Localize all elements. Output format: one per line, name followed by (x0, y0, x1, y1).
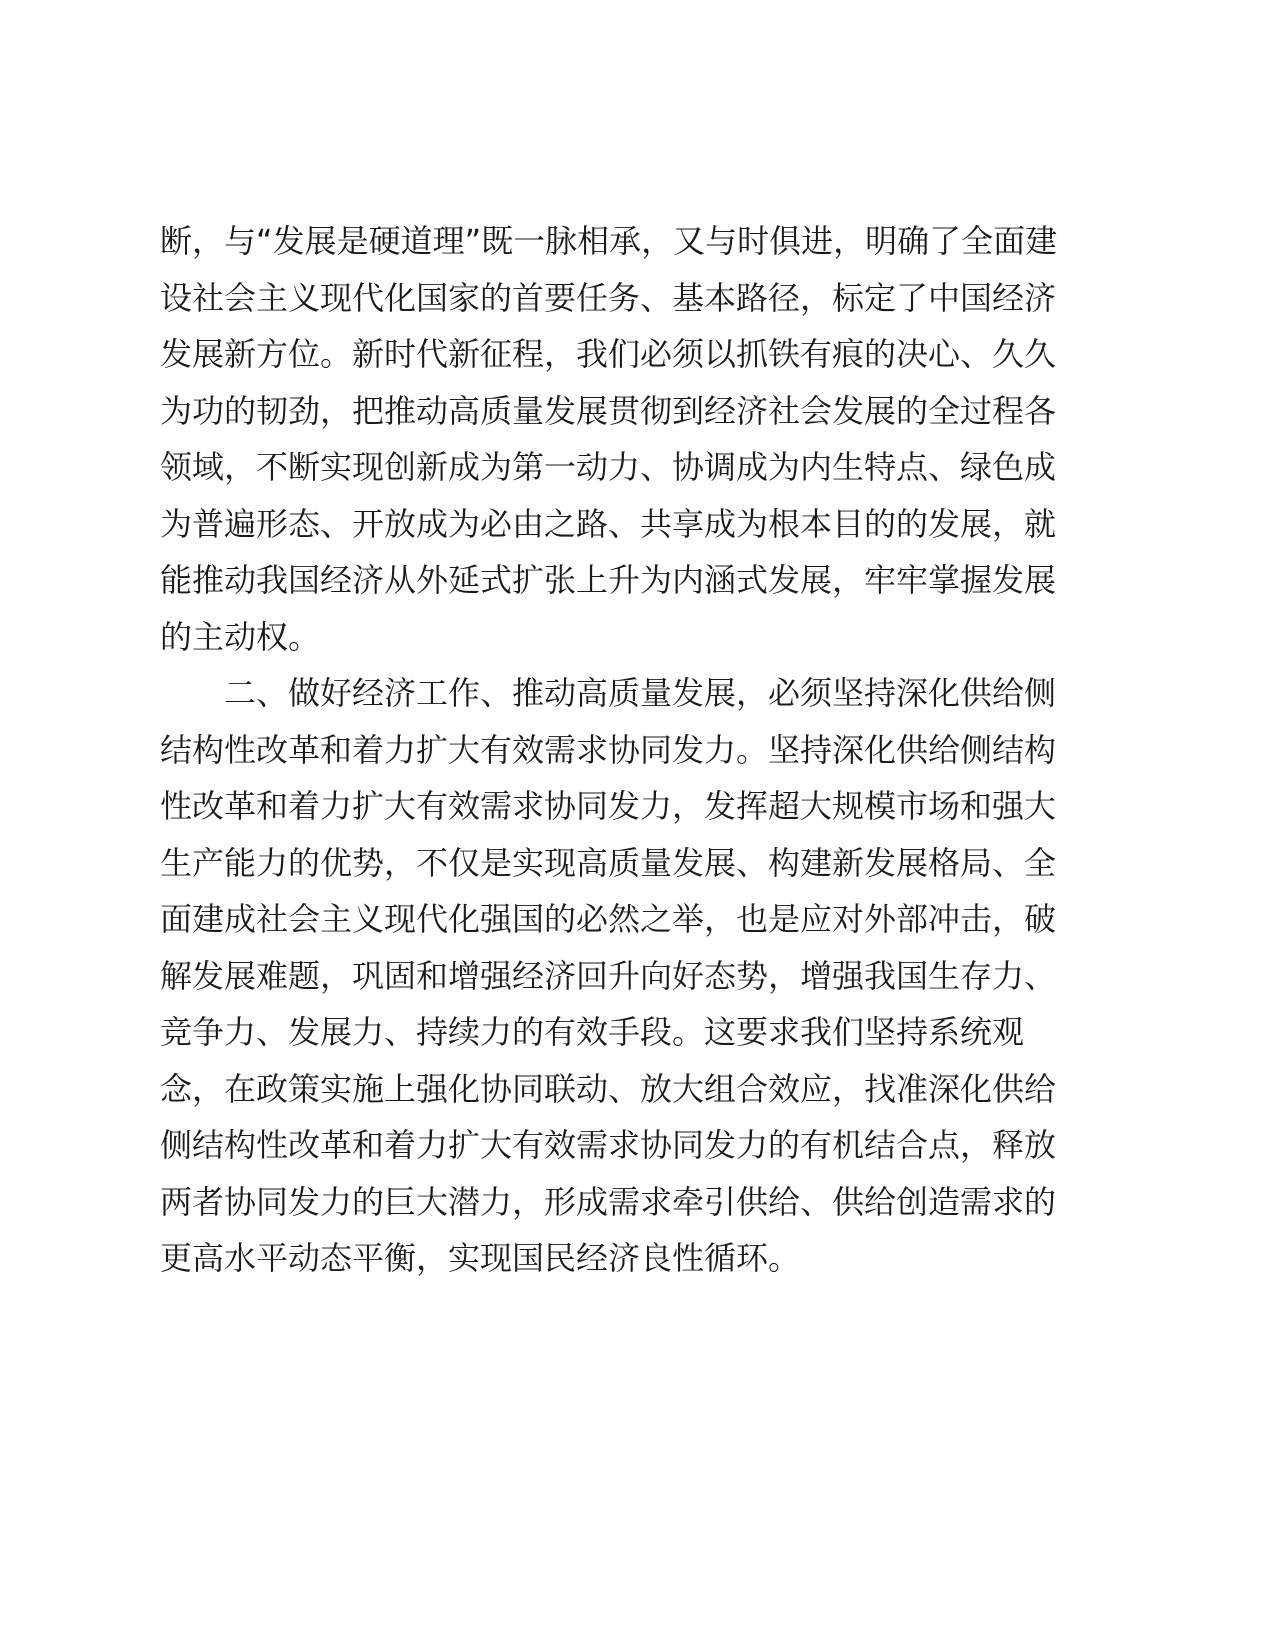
paragraph-line: 竞争力、发展力、持续力的有效手段。这要求我们坚持系统观 (160, 1013, 1025, 1051)
paragraph-line: 发展新方位。新时代新征程，我们必须以抓铁有痕的决心、久久 (160, 335, 1057, 373)
paragraph-line: 侧结构性改革和着力扩大有效需求协同发力的有机结合点，释放 (160, 1126, 1057, 1164)
paragraph-line: 为普遍形态、开放成为必由之路、共享成为根本目的的发展，就 (160, 504, 1057, 543)
paragraph-line: 设社会主义现代化国家的首要任务、基本路径，标定了中国经济 (160, 278, 1057, 317)
paragraph-line: 生产能力的优势，不仅是实现高质量发展、构建新发展格局、全 (160, 843, 1057, 882)
paragraph-2 (160, 665, 1057, 1287)
paragraph-line: 结构性改革和着力扩大有效需求协同发力。坚持深化供给侧结构 (160, 730, 1057, 769)
paragraph-line: 两者协同发力的巨大潜力，形成需求牵引供给、供给创造需求的 (160, 1182, 1057, 1221)
paragraph-line: 解发展难题，巩固和增强经济回升向好态势，增强我国生存力、 (160, 956, 1057, 995)
paragraph-line: 断，与“发展是硬道理”既一脉相承，又与时俱进，明确了全面建 (160, 222, 1058, 260)
paragraph-line: 性改革和着力扩大有效需求协同发力，发挥超大规模市场和强大 (160, 787, 1057, 825)
paragraph-line: 领域，不断实现创新成为第一动力、协调成为内生特点、绿色成 (160, 448, 1057, 486)
paragraph-line: 更高水平动态平衡，实现国民经济良性循环。 (160, 1239, 801, 1277)
paragraph-line: 能推动我国经济从外延式扩张上升为内涵式发展，牢牢掌握发展 (160, 561, 1057, 599)
paragraph-line: 的主动权。 (160, 617, 321, 656)
paragraph-line: 面建成社会主义现代化强国的必然之举，也是应对外部冲击，破 (160, 900, 1057, 938)
paragraph-1 (160, 213, 1058, 665)
paragraph-line: 念，在政策实施上强化协同联动、放大组合效应，找准深化供给 (160, 1069, 1057, 1108)
paragraph-line: 二、做好经济工作、推动高质量发展，必须坚持深化供给侧 (224, 674, 1057, 712)
paragraph-line: 为功的韧劲，把推动高质量发展贯彻到经济社会发展的全过程各 (160, 391, 1057, 430)
document-body (160, 213, 1058, 1287)
